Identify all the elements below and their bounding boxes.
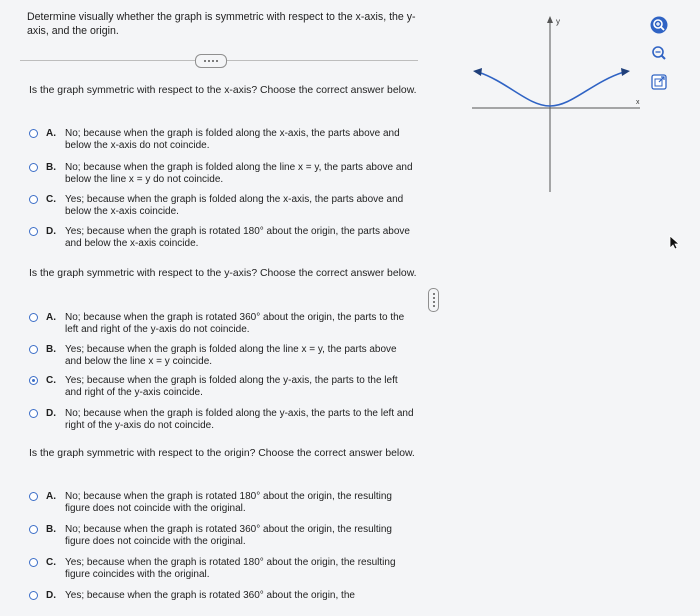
answer-option[interactable]: A. No; because when the graph is folded along the x-axis, the parts above and below the x-axis do not coincide. [29,128,414,152]
radio-button[interactable] [29,129,38,138]
expand-more-button[interactable] [195,54,227,68]
radio-button[interactable] [29,345,38,354]
popout-icon[interactable] [650,73,668,91]
question-y-axis: Is the graph symmetric with respect to the y-axis? Choose the correct answer below. [29,268,417,279]
answer-option[interactable]: B. No; because when the graph is rotated 360° about the origin, the resulting figure does not coincide with the original. [29,524,414,548]
zoom-in-icon[interactable] [650,16,668,34]
answer-option[interactable]: C. Yes; because when the graph is rotated 180° about the origin, the resulting figure coincides with the original. [29,557,414,581]
radio-button[interactable] [29,313,38,322]
answer-option[interactable]: D. Yes; because when the graph is rotated 180° about the origin, the parts above and below the x-axis coincide. [29,226,414,250]
x-axis-label: x [636,99,640,106]
radio-button[interactable] [29,492,38,501]
answer-option[interactable]: C. Yes; because when the graph is folded along the x-axis, the parts above and below the x-axis coincide. [29,194,414,218]
radio-button[interactable] [29,558,38,567]
radio-button[interactable] [29,525,38,534]
radio-button[interactable] [29,195,38,204]
radio-button[interactable] [29,409,38,418]
answer-option[interactable]: B. No; because when the graph is folded along the line x = y, the parts above and below the line x = y do not coincide. [29,162,414,186]
answer-option[interactable]: D. Yes; because when the graph is rotated 360° about the origin, the [29,590,414,602]
mouse-pointer-icon [668,234,682,250]
problem-prompt: Determine visually whether the graph is symmetric with respect to the x-axis, the y-axis, and the origin. [27,11,416,37]
radio-button[interactable] [29,591,38,600]
question-x-axis: Is the graph symmetric with respect to the x-axis? Choose the correct answer below. [29,85,417,96]
curve [478,72,624,106]
y-axis-label: y [556,17,560,26]
answer-option[interactable]: A. No; because when the graph is rotated 360° about the origin, the parts to the left and right of the y-axis do not coincide. [29,312,414,336]
function-graph [460,12,645,192]
panel-resize-handle[interactable] [428,288,439,312]
zoom-out-icon[interactable] [650,44,668,62]
radio-button[interactable] [29,227,38,236]
answer-option[interactable]: B. Yes; because when the graph is folded along the line x = y, the parts above and below the line x = y coincide. [29,344,414,368]
radio-button[interactable] [29,163,38,172]
answer-option[interactable]: A. No; because when the graph is rotated 180° about the origin, the resulting figure does not coincide with the original. [29,491,414,515]
question-origin: Is the graph symmetric with respect to the origin? Choose the correct answer below. [29,448,415,459]
answer-option[interactable]: D. No; because when the graph is folded along the y-axis, the parts to the left and right of the y-axis do not coincide. [29,408,414,432]
answer-option-selected[interactable]: C. Yes; because when the graph is folded along the y-axis, the parts to the left and right of the y-axis coincide. [29,375,414,399]
radio-button-selected[interactable] [29,376,38,385]
